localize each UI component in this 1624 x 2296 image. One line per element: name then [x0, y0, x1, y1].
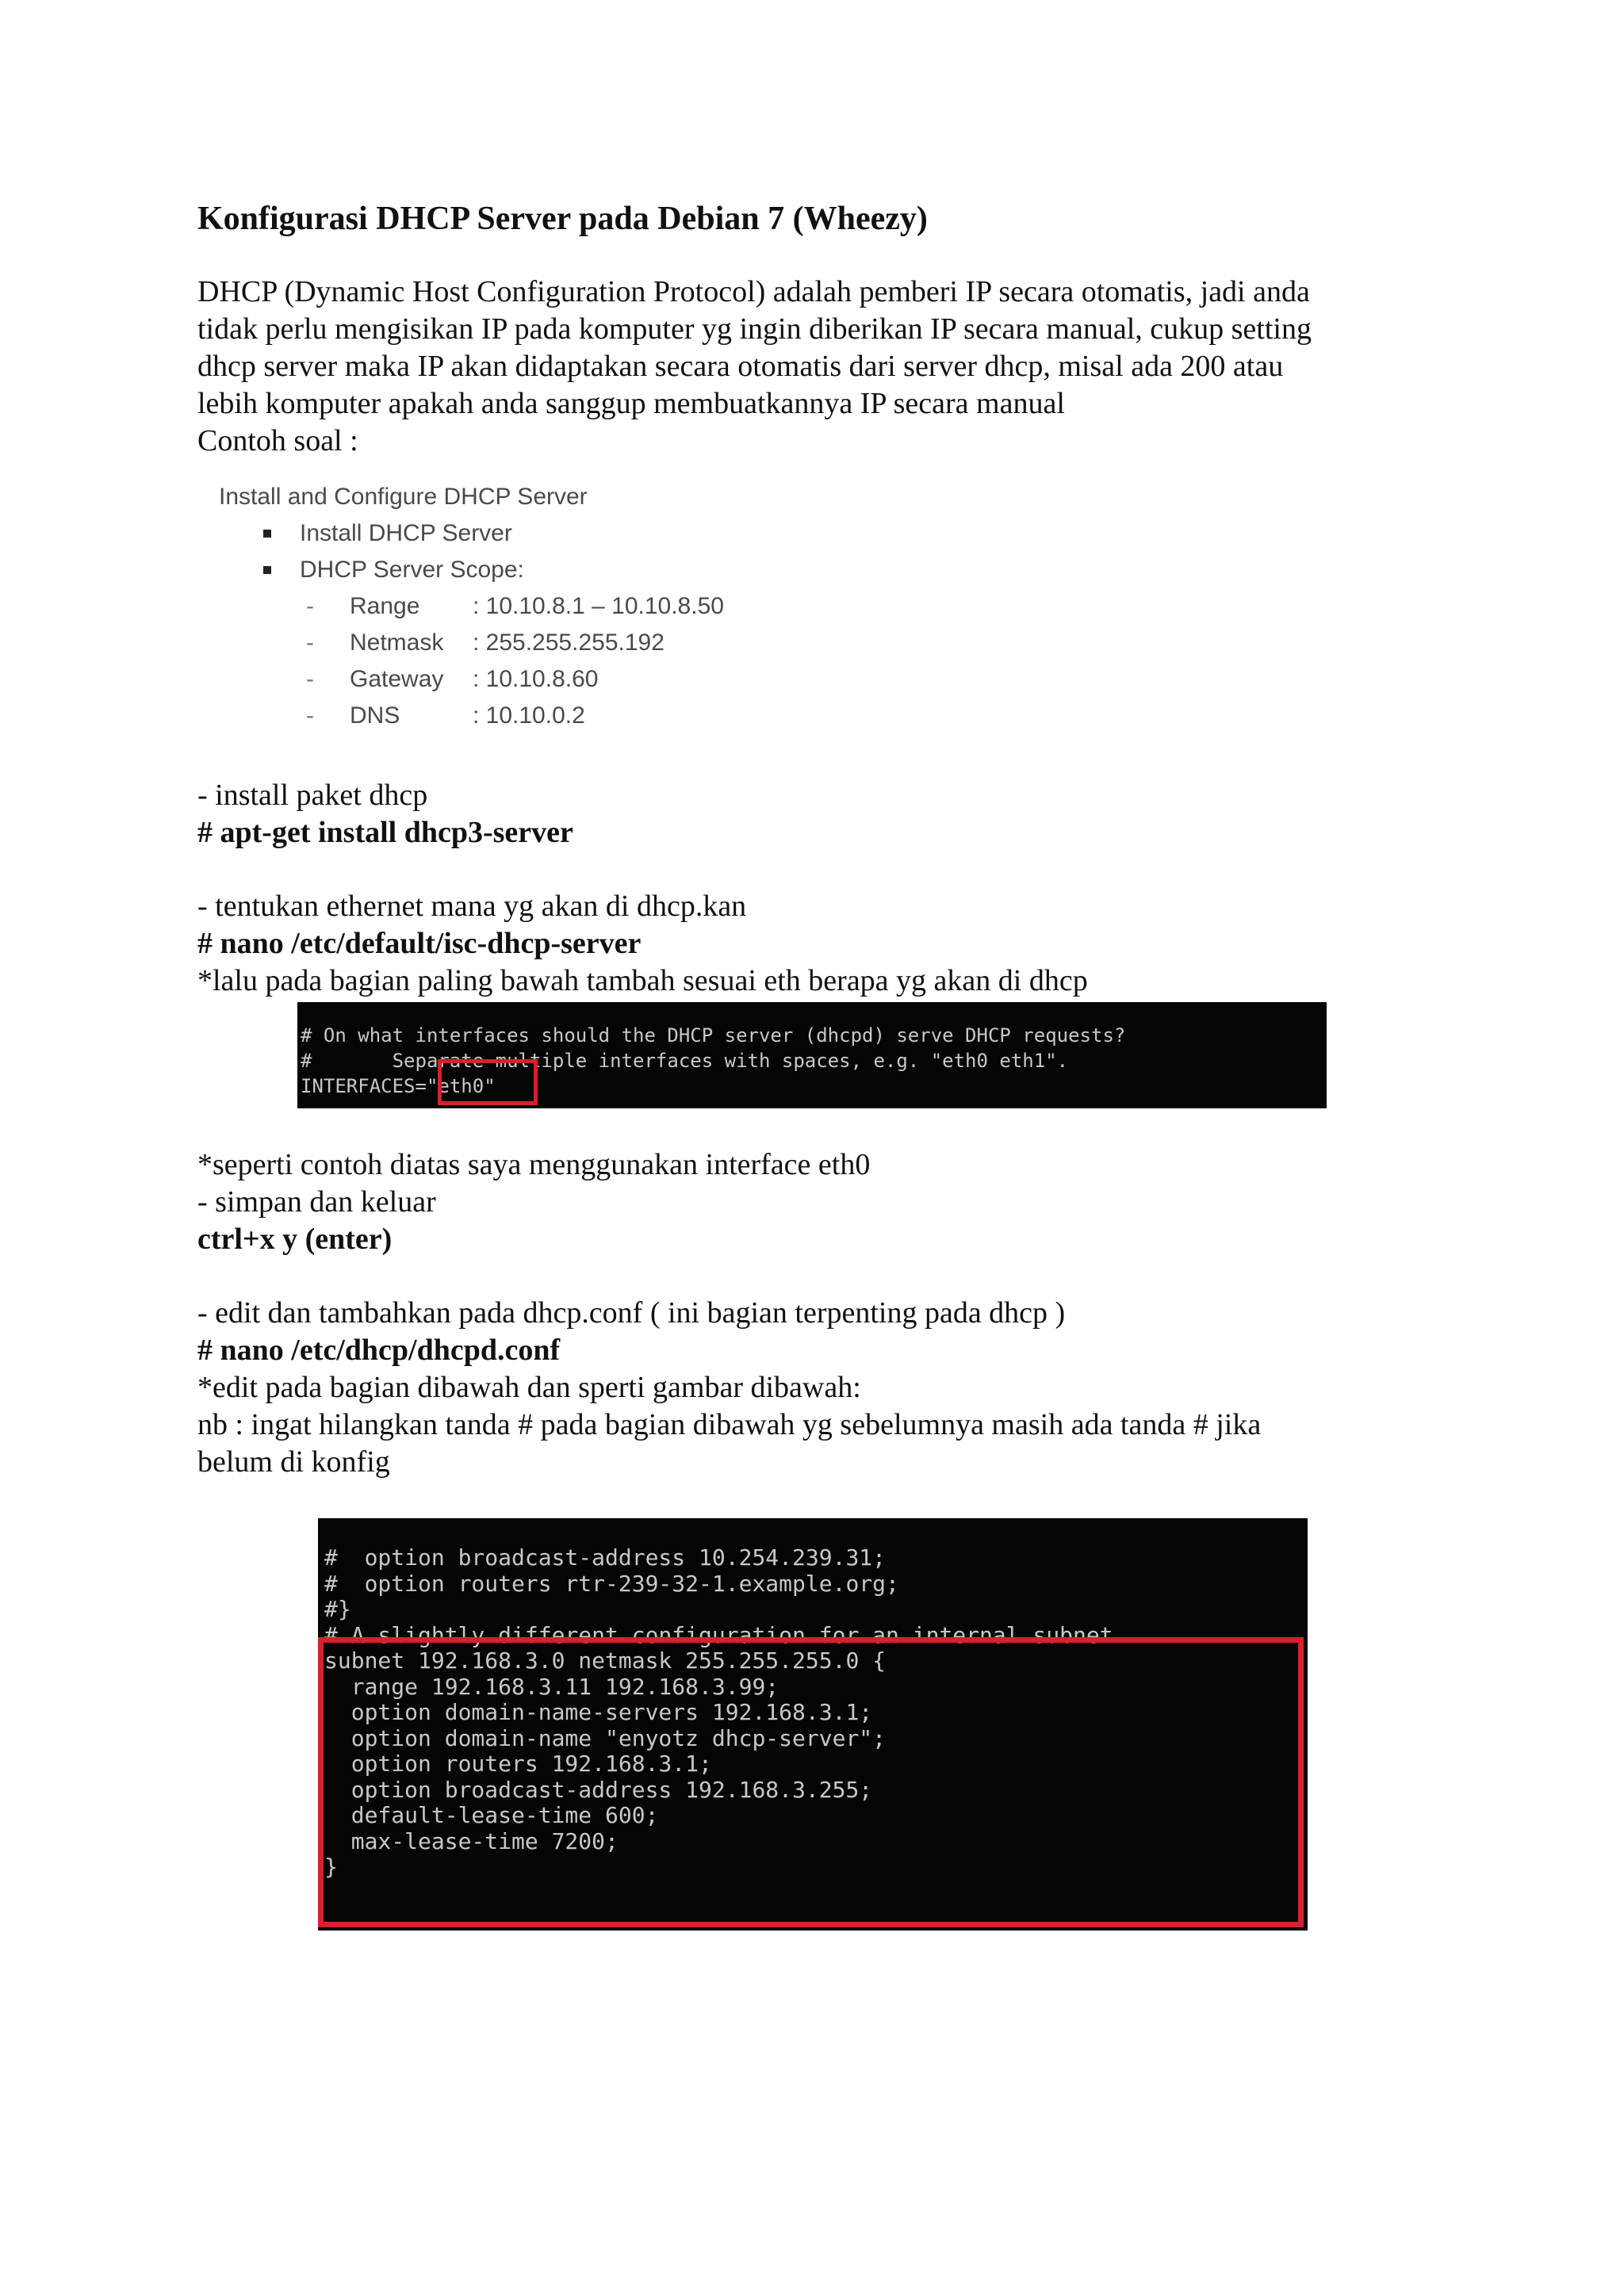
step-text: - simpan dan keluar	[197, 1185, 436, 1219]
task-bullet	[263, 515, 758, 552]
scope-key: Netmask	[350, 629, 444, 656]
terminal-line: INTERFACES="eth0"	[301, 1075, 496, 1097]
intro-line: lebih komputer apakah anda sanggup membuatkannya IP secara manual	[197, 387, 1065, 420]
scope-value: : 10.10.0.2	[473, 702, 585, 729]
step-interface	[197, 888, 1434, 1000]
document-title: Konfigurasi DHCP Server pada Debian 7 (Wheezy)	[197, 201, 928, 237]
terminal-output	[301, 1023, 1125, 1099]
step-install	[197, 777, 1434, 851]
command-text: # nano /etc/dhcp/dhcpd.conf	[197, 1334, 561, 1367]
terminal-line: # Separate multiple interfaces with spaces, e.g. "eth0 eth1".	[301, 1050, 1069, 1072]
step-dhcpd-conf	[197, 1295, 1434, 1481]
intro-line: DHCP (Dynamic Host Configuration Protocol) adalah pemberi IP secara otomatis, jadi anda	[197, 275, 1310, 308]
intro-paragraph	[197, 274, 1419, 460]
terminal-screenshot-interfaces	[297, 1002, 1327, 1108]
scope-row-gateway	[306, 661, 758, 698]
task-bullet	[263, 552, 758, 588]
step-note: nb : ingat hilangkan tanda # pada bagian dibawah yg sebelumnya masih ada tanda # jika	[197, 1408, 1262, 1441]
bullet-square-icon	[263, 566, 271, 574]
scope-row-dns	[306, 698, 758, 734]
scope-dash: -	[306, 702, 314, 729]
step-text: - edit dan tambahkan pada dhcp.conf ( ini bagian terpenting pada dhcp )	[197, 1296, 1066, 1330]
terminal-line: # option routers rtr-239-32-1.example.org;	[324, 1570, 899, 1597]
terminal-line: subnet 192.168.3.0 netmask 255.255.255.0 {	[324, 1647, 887, 1674]
terminal-line: # option broadcast-address 10.254.239.31;	[324, 1544, 887, 1571]
scope-row-range	[306, 588, 758, 625]
command-text: ctrl+x y (enter)	[197, 1223, 393, 1256]
scope-row-netmask	[306, 625, 758, 661]
highlight-box	[318, 1637, 1304, 1927]
terminal-line: #}	[324, 1596, 351, 1622]
step-note: belum di konfig	[197, 1445, 390, 1479]
step-note: *seperti contoh diatas saya menggunakan interface eth0	[197, 1148, 871, 1181]
step-note: *lalu pada bagian paling bawah tambah sesuai eth berapa yg akan di dhcp	[197, 964, 1088, 997]
terminal-line: # A slightly different configuration for an internal subnet.	[324, 1621, 1127, 1648]
scope-key: Range	[350, 593, 420, 619]
scope-dash: -	[306, 666, 314, 692]
bullet-square-icon	[263, 530, 271, 538]
intro-line: tidak perlu mengisikan IP pada komputer yg ingin diberikan IP secara manual, cukup setting	[197, 312, 1312, 346]
terminal-line: option routers 192.168.3.1;	[324, 1751, 712, 1777]
step-text: - install paket dhcp	[197, 779, 428, 812]
highlight-box	[438, 1059, 538, 1105]
terminal-screenshot-dhcpd-conf	[318, 1518, 1308, 1931]
task-heading: Install and Configure DHCP Server	[219, 484, 588, 510]
example-task-image	[219, 479, 758, 734]
example-label: Contoh soal :	[197, 424, 358, 457]
terminal-line: range 192.168.3.11 192.168.3.99;	[324, 1673, 779, 1700]
scope-value: : 10.10.8.60	[473, 666, 599, 692]
intro-line: dhcp server maka IP akan didaptakan secara otomatis dari server dhcp, misal ada 200 atau	[197, 350, 1284, 383]
scope-dash: -	[306, 629, 314, 656]
step-note: *edit pada bagian dibawah dan sperti gambar dibawah:	[197, 1371, 861, 1404]
scope-dash: -	[306, 593, 314, 619]
step-text: - tentukan ethernet mana yg akan di dhcp.kan	[197, 890, 747, 923]
task-bullet-label: DHCP Server Scope:	[300, 557, 524, 583]
scope-key: Gateway	[350, 666, 444, 692]
scope-key: DNS	[350, 702, 400, 729]
task-bullet-label: Install DHCP Server	[300, 520, 512, 546]
terminal-line: option domain-name "enyotz dhcp-server";	[324, 1724, 887, 1751]
terminal-line: # On what interfaces should the DHCP server (dhcpd) serve DHCP requests?	[301, 1024, 1126, 1047]
terminal-line: }	[324, 1854, 338, 1880]
command-text: # apt-get install dhcp3-server	[197, 816, 573, 849]
scope-value: : 255.255.255.192	[473, 629, 665, 656]
terminal-line: max-lease-time 7200;	[324, 1827, 619, 1854]
terminal-line: default-lease-time 600;	[324, 1802, 659, 1828]
step-save	[197, 1146, 1434, 1258]
terminal-line: option broadcast-address 192.168.3.255;	[324, 1776, 873, 1803]
terminal-line: option domain-name-servers 192.168.3.1;	[324, 1699, 873, 1725]
scope-value: : 10.10.8.1 – 10.10.8.50	[473, 593, 724, 619]
command-text: # nano /etc/default/isc-dhcp-server	[197, 927, 642, 960]
